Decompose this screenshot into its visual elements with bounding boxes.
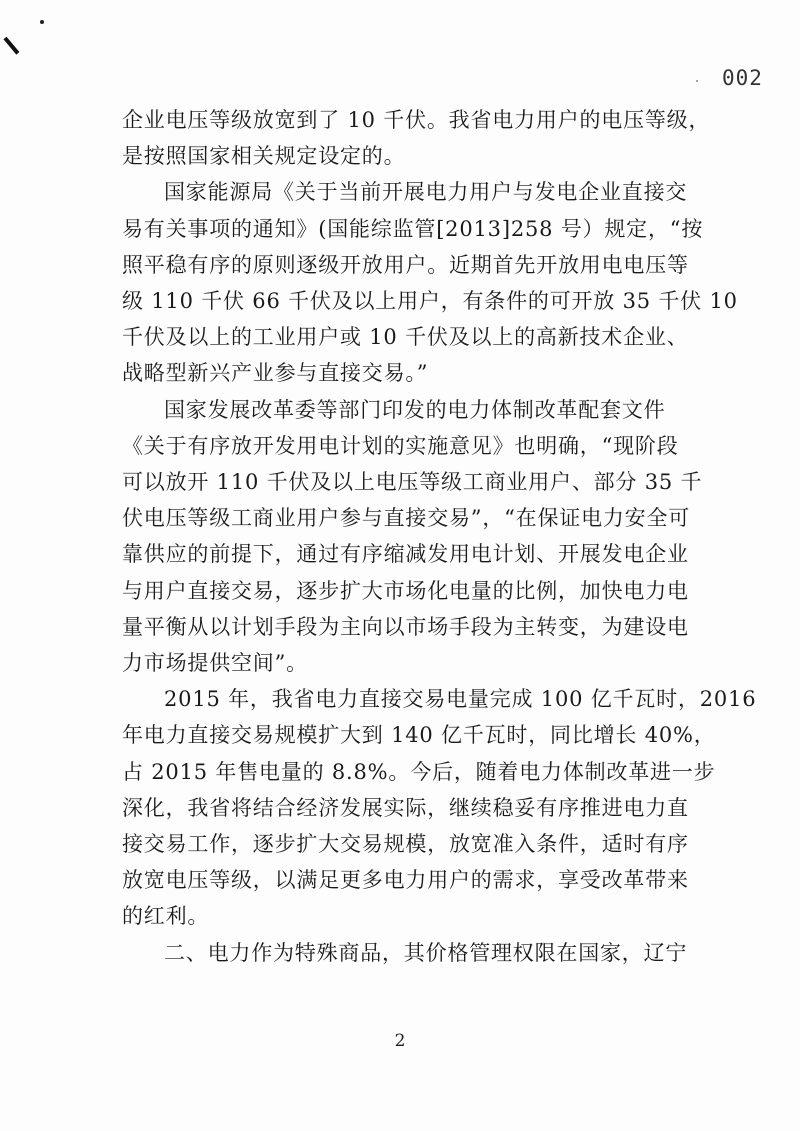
text-line: 二、电力作为特殊商品，其价格管理权限在国家，辽宁 bbox=[164, 940, 688, 965]
scan-speck bbox=[40, 20, 44, 24]
text-line: 千伏及以上的工业用户或 10 千伏及以上的高新技术企业、 bbox=[122, 325, 689, 350]
text-line: 量平衡从以计划手段为主向以市场手段为主转变，为建设电 bbox=[122, 614, 689, 639]
paragraph bbox=[122, 102, 711, 174]
text-line: 照平稳有序的原则逐级开放用户。近期首先开放用电电压等 bbox=[122, 252, 689, 277]
text-line: 战略型新兴产业参与直接交易。” bbox=[122, 361, 429, 386]
scan-speck bbox=[696, 80, 698, 82]
text-line: 2015 年，我省电力直接交易电量完成 100 亿千瓦时，2016 bbox=[164, 687, 757, 712]
text-line: 企业电压等级放宽到了 10 千伏。我省电力用户的电压等级， bbox=[122, 108, 711, 132]
text-line: 年电力直接交易规模扩大到 140 亿千瓦时，同比增长 40%， bbox=[122, 723, 716, 748]
text-line: 与用户直接交易，逐步扩大市场化电量的比例，加快电力电 bbox=[122, 578, 689, 603]
text-line: 《关于有序放开发用电计划的实施意见》也明确，“现阶段 bbox=[122, 433, 679, 458]
body-text bbox=[122, 102, 757, 971]
paragraph bbox=[122, 935, 688, 971]
text-line: 占 2015 年售电量的 8.8%。今后，随着电力体制改革进一步 bbox=[122, 759, 716, 784]
text-line: 级 110 千伏 66 千伏及以上用户，有条件的可开放 35 千伏 10 bbox=[122, 289, 738, 314]
scan-stroke bbox=[3, 37, 19, 55]
paragraph bbox=[122, 174, 738, 391]
page-number: 2 bbox=[394, 1031, 406, 1051]
text-line: 深化，我省将结合经济发展实际，继续稳妥有序推进电力直 bbox=[122, 795, 689, 820]
text-line: 可以放开 110 千伏及以上电压等级工商业用户、部分 35 千 bbox=[122, 470, 703, 495]
text-line: 易有关事项的通知》(国能综监管[2013]258 号）规定，“按 bbox=[122, 216, 704, 241]
text-line: 伏电压等级工商业用户参与直接交易”，“在保证电力安全可 bbox=[122, 506, 691, 531]
paragraph bbox=[122, 681, 757, 934]
text-line: 力市场提供空间”。 bbox=[122, 651, 308, 676]
text-line: 是按照国家相关规定设定的。 bbox=[122, 144, 406, 169]
text-line: 国家能源局《关于当前开展电力用户与发电企业直接交 bbox=[164, 180, 688, 205]
paragraph bbox=[122, 392, 703, 682]
text-line: 接交易工作，逐步扩大交易规模，放宽准入条件，适时有序 bbox=[122, 832, 689, 857]
text-line: 国家发展改革委等部门印发的电力体制改革配套文件 bbox=[164, 397, 666, 422]
text-line: 放宽电压等级，以满足更多电力用户的需求，享受改革带来 bbox=[122, 868, 689, 893]
text-line: 的红利。 bbox=[122, 904, 210, 929]
stamp-number: 002 bbox=[722, 66, 763, 90]
text-line: 靠供应的前提下，通过有序缩减发用电计划、开展发电企业 bbox=[122, 542, 689, 567]
